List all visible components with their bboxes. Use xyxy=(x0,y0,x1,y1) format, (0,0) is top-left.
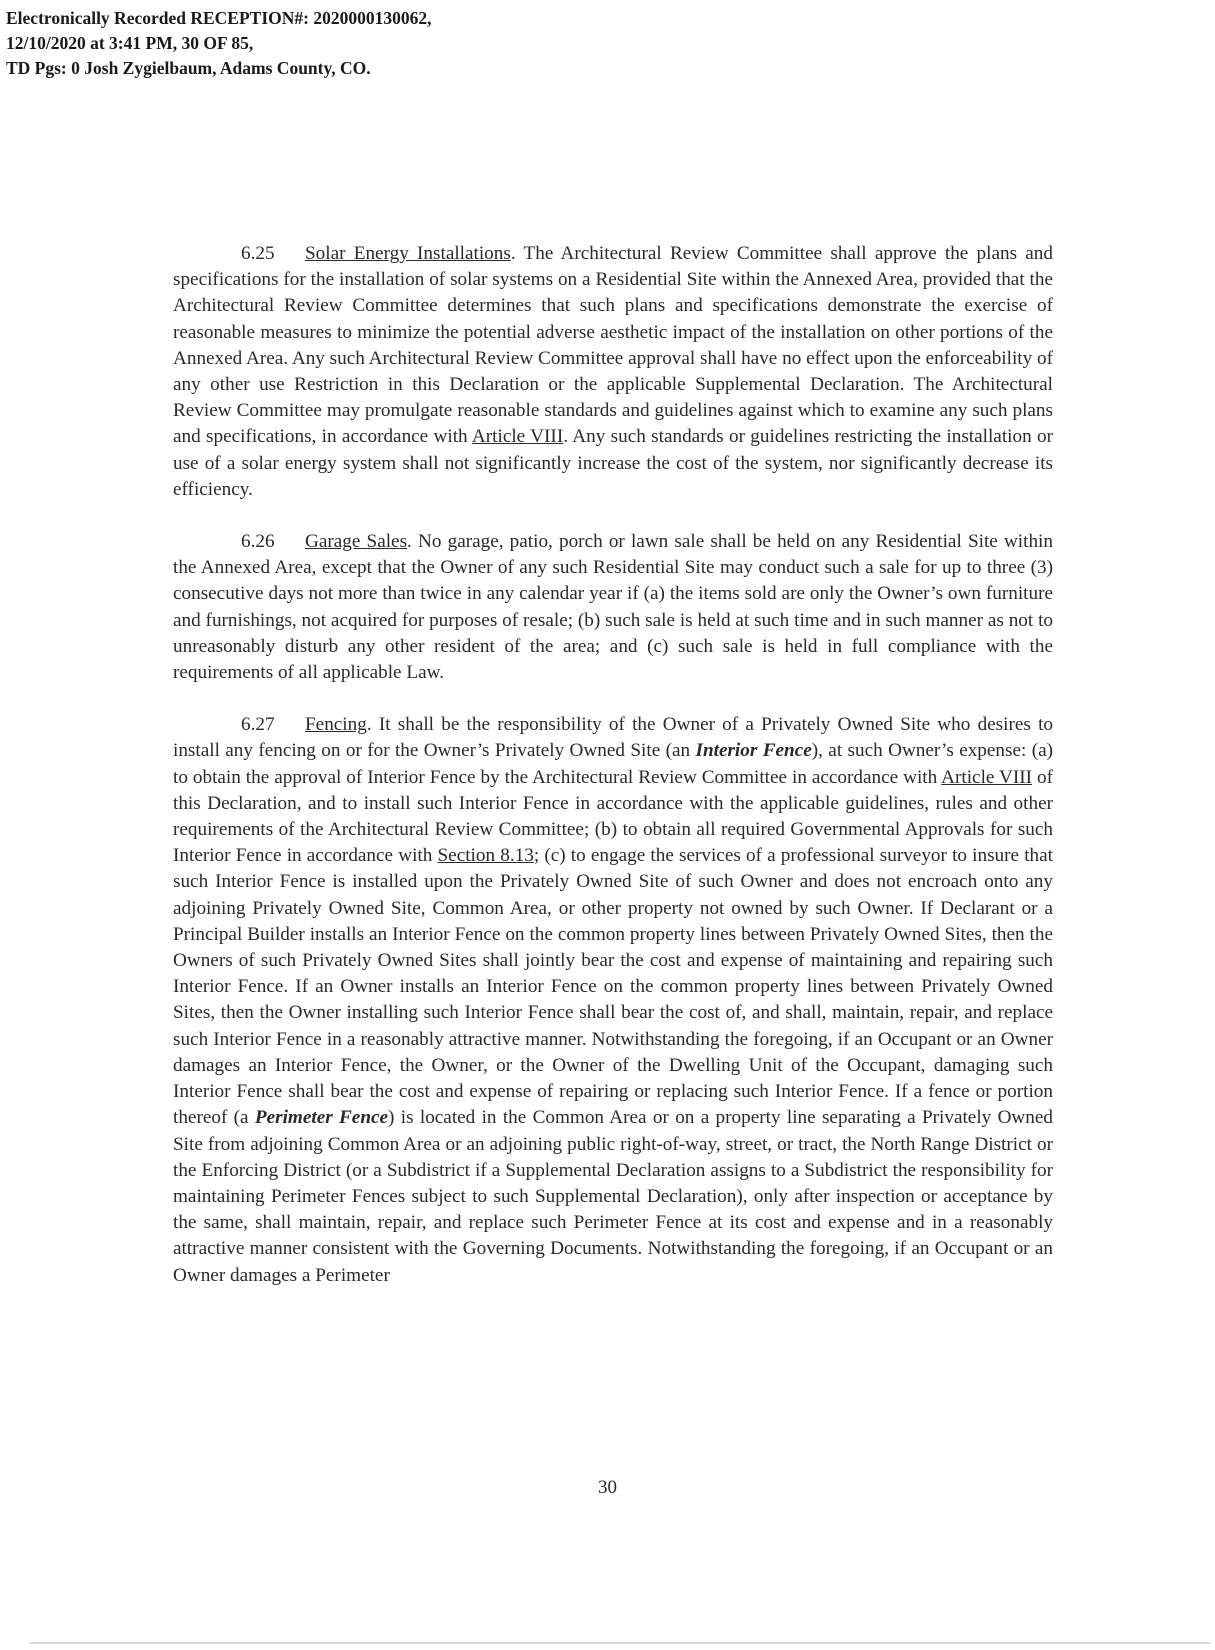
section-title: Solar Energy Installations xyxy=(305,243,511,264)
section-6-27 xyxy=(173,712,1053,1288)
defined-term: Perimeter Fence xyxy=(254,1107,389,1129)
section-6-26 xyxy=(173,529,1053,686)
recording-stamp xyxy=(6,6,431,81)
section-text: . It shall be the responsibility of the Owner of a Privately Owned Site who desires to install any fencing on or for the Owner’s Privately Owned Site (an xyxy=(173,714,1053,762)
defined-term: Interior Fence xyxy=(695,740,812,762)
section-number: 6.27 xyxy=(241,714,275,736)
stamp-line-2: 12/10/2020 at 3:41 PM, 30 OF 85, xyxy=(6,33,254,53)
section-text: ) is located in the Common Area or on a property line separating a Privately Owned Site from adjoining Common Area or an adjoining public right-of-way, street, or tract, the North Range District or the Enforcing District (or a Subdistrict if a Supplemental Declaration assigns to a Subdistrict the responsibility for maintaining Perimeter Fences subject to such Supplemental Declaration), only after inspection or acceptance by the same, shall maintain, repair, and replace such Perimeter Fence at its cost and expense and in a reasonably attractive manner consistent with the Governing Documents. Notwithstanding the foregoing, if an Occupant or an Owner damages a Perimeter xyxy=(173,1107,1053,1286)
section-6-25 xyxy=(173,241,1053,503)
section-text: . The Architectural Review Committee shall approve the plans and specifications for the installation of solar systems on a Residential Site within the Annexed Area, provided that the Architectural Review Committee determines that such plans and specifications demonstrate the exercise of reasonable measures to minimize the potential adverse aesthetic impact of the installation on other portions of the Annexed Area. Any such Architectural Review Committee approval shall have no effect upon the enforceability of any other use Restriction in this Declaration or the applicable Supplemental Declaration. The Architectural Review Committee may promulgate reasonable standards and guidelines against which to examine any such plans and specifications, in accordance with xyxy=(173,243,1053,448)
stamp-line-3: TD Pgs: 0 Josh Zygielbaum, Adams County, CO. xyxy=(6,58,371,78)
section-title: Garage Sales xyxy=(305,531,408,553)
section-text: of this Declaration, and to install such Interior Fence in accordance with the applicable guidelines, rules and other requirements of the Architectural Review Committee; (b) to obtain all required Governmental Approvals for such Interior Fence in accordance with xyxy=(173,766,1054,867)
section-text: ), at such Owner’s expense: (a) to obtain the approval of Interior Fence by the Architectural Review Committee in accordance with xyxy=(173,740,1053,788)
section-text: ; (c) to engage the services of a professional surveyor to insure that such Interior Fence is installed upon the Privately Owned Site of such Owner and does not encroach onto any adjoining Privately Owned Site, Common Area, or other property not owned by such Owner. If Declarant or a Principal Builder installs an Interior Fence on the common property lines between Privately Owned Sites, then the Owners of such Privately Owned Sites shall jointly bear the cost and expense of maintaining and repairing such Interior Fence. If an Owner installs an Interior Fence on the common property lines between Privately Owned Sites, then the Owner installing such Interior Fence shall bear the cost of, and shall, maintain, repair, and replace such Interior Fence in a reasonably attractive manner. Notwithstanding the foregoing, if an Occupant or an Owner damages an Interior Fence, the Owner, or the Owner of the Dwelling Unit of the Occupant, damaging such Interior Fence shall bear the cost and expense of repairing or replacing such Interior Fence. If a fence or portion thereof (a xyxy=(173,845,1053,1129)
section-text: . Any such standards or guidelines restricting the installation or use of a solar energy system shall not significantly increase the cost of the system, nor significantly decrease its efficiency. xyxy=(173,426,1053,500)
section-reference: Section 8.13 xyxy=(437,845,534,867)
section-number: 6.26 xyxy=(241,531,275,553)
bottom-rule xyxy=(30,1642,1210,1644)
section-title: Fencing xyxy=(305,714,367,736)
document-body xyxy=(173,241,1053,1315)
article-reference: Article VIII xyxy=(471,426,564,448)
article-reference: Article VIII xyxy=(941,766,1033,788)
section-number: 6.25 xyxy=(241,243,275,264)
page-number: 30 xyxy=(598,1477,617,1498)
stamp-line-1: Electronically Recorded RECEPTION#: 2020000130062, xyxy=(6,8,432,28)
section-text: . No garage, patio, porch or lawn sale shall be held on any Residential Site within the Annexed Area, except that the Owner of any such Residential Site may conduct such a sale for up to three (3) consecutive days not more than twice in any calendar year if (a) the items sold are only the Owner’s own furniture and furnishings, not acquired for purposes of resale; (b) such sale is held at such time and in such manner as not to unreasonably disturb any other resident of the area; and (c) such sale is held in full compliance with the requirements of all applicable Law. xyxy=(173,531,1053,684)
